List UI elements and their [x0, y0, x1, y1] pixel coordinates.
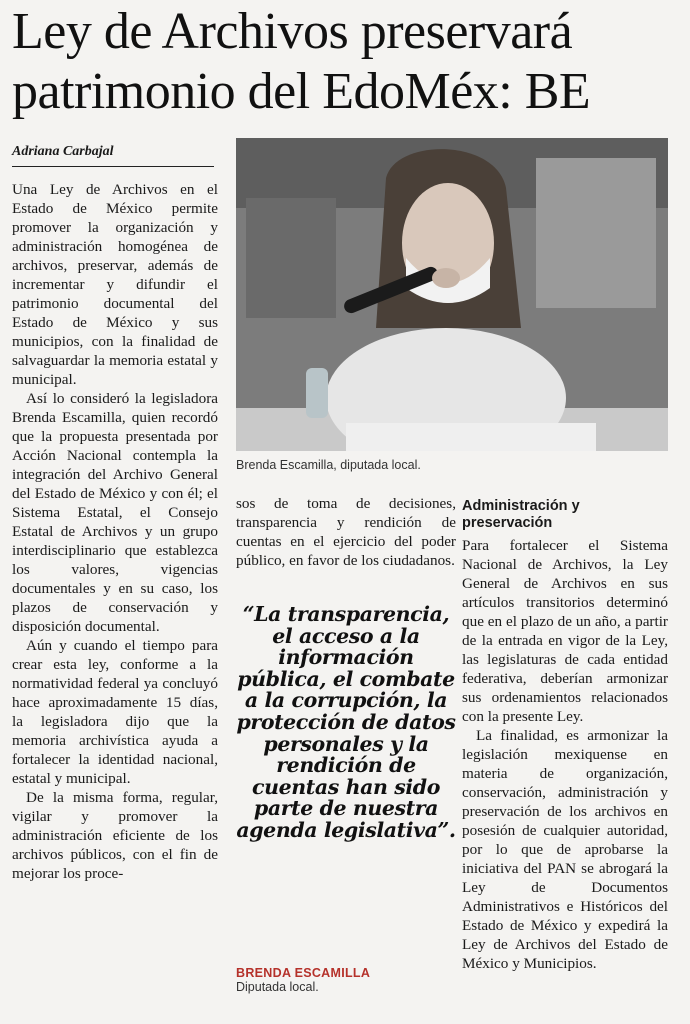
pull-quote-author: BRENDA ESCAMILLA	[236, 966, 371, 980]
paragraph: sos de toma de decisiones, transparencia y rendición de cuentas en el ejercicio del poder público, en favor de los ciudadanos.	[236, 495, 456, 569]
paragraph: De la misma forma, regular, vigilar y promover la administración eficiente de los archivos públicos, con el fin de mejorar los proce-	[12, 789, 218, 882]
article-column-2	[236, 494, 456, 570]
paragraph: Para fortalecer el Sistema Nacional de Archivos, la Ley General de Archivos en sus artículos transitorios determinó que en el plazo de un año, a partir de la entrada en vigor de la Ley, las legislaturas de cada entidad federativa, deberían armonizar sus ordenamientos relacionados con la presente Ley.	[462, 537, 668, 725]
byline: Adriana Carbajal	[12, 144, 214, 167]
photo-caption: Brenda Escamilla, diputada local.	[236, 458, 421, 472]
section-subhead: Administración y preservación	[462, 498, 580, 531]
paragraph: Aún y cuando el tiempo para crear esta ley, conforme a la normatividad federal ya concluyó hace aproximadamente 15 días, la legisladora dijo que la memoria archivística ayuda a fortalecer la identidad nacional, estatal y municipal.	[12, 637, 218, 787]
paragraph: Una Ley de Archivos en el Estado de México permite promover la organización y administración homogénea de archivos, preservar, además de incrementar y difundir el patrimonio documental del Estado de México y sus municipios, con la finalidad de salvaguardar la memoria estatal y municipal.	[12, 181, 218, 388]
pull-quote-role: Diputada local.	[236, 980, 319, 994]
photo-legislator	[236, 138, 668, 451]
article-column-1	[12, 180, 218, 883]
article-column-3	[462, 498, 668, 973]
headline-line-2: patrimonio del EdoMéx: BE	[12, 63, 591, 120]
paragraph: La finalidad, es armonizar la legislación mexiquense en materia de organización, conservación, administración y preservación de los archivos en posesión de cualquier autoridad, por lo que de aprobarse la iniciativa del PAN se abrogará la Ley de Documentos Administrativos e Históricos del Estado de México y expedirá la Ley de Archivos del Estado de México y Municipios.	[462, 727, 668, 972]
photo-illustration	[236, 138, 668, 451]
paragraph: Así lo consideró la legisladora Brenda Escamilla, quien recordó que la propuesta presentada por Acción Nacional contempla la integración del Archivo General del Estado de México y con él; el Sistema Estatal, el Consejo Estatal de Archivos y un grupo interdisciplinario que establezca los valores, vigencias documentales y en su caso, los plazos de conservación y disposición documental.	[12, 390, 218, 635]
headline-line-1: Ley de Archivos preservará	[12, 3, 573, 60]
headline	[12, 2, 682, 122]
pull-quote: “La transparencia, el acceso a la información pública, el combate a la corrupción, la protección de datos personales y la rendición de cuentas han sido parte de nuestra agenda legislativa”.	[236, 602, 456, 842]
